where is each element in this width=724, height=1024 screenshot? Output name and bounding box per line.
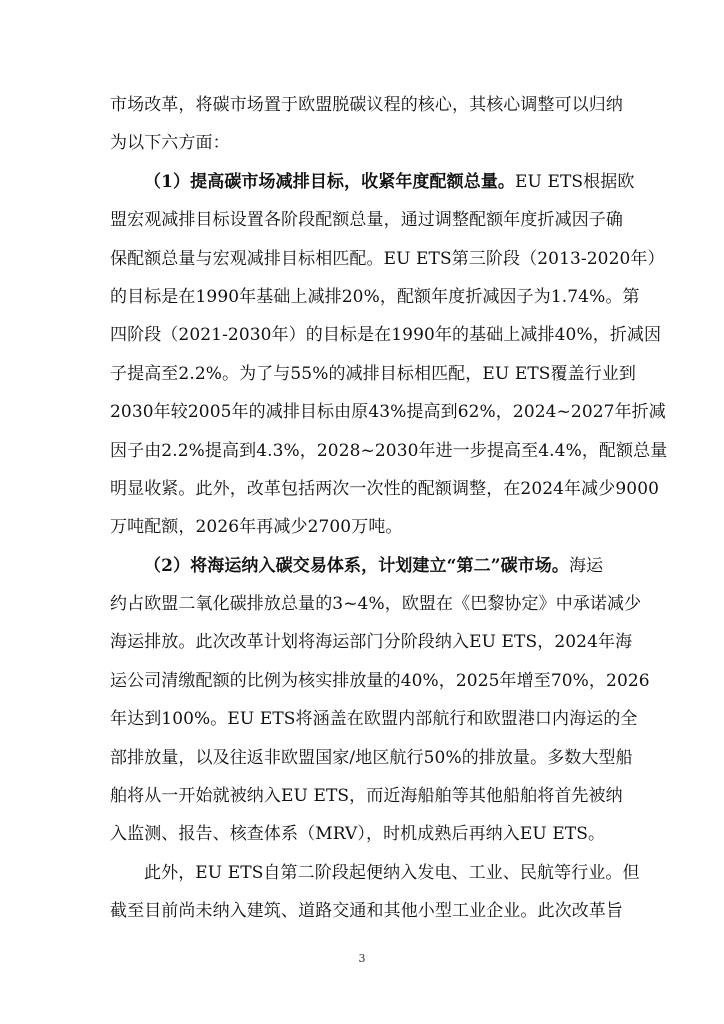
text-line: 舶将从一开始就被纳入EU ETS，而近海船舶等其他船舶将首先被纳 xyxy=(110,786,623,807)
text-line: 子提高至2.2%。为了与55%的减排目标相匹配，EU ETS覆盖行业到 xyxy=(110,363,637,384)
text-line: 盟宏观减排目标设置各阶段配额总量，通过调整配额年度折减因子确 xyxy=(110,210,623,231)
section-heading-line: （2）将海运纳入碳交易体系，计划建立“第二”碳市场。海运 xyxy=(144,555,604,576)
text-line: 此外，EU ETS自第二阶段起便纳入发电、工业、民航等行业。但 xyxy=(144,862,640,883)
text-line: 为以下六方面： xyxy=(110,133,230,154)
body-text xyxy=(110,86,668,931)
text-line: 海运排放。此次改革计划将海运部门分阶段纳入EU ETS，2024年海 xyxy=(110,632,633,653)
text-line: 四阶段（2021-2030年）的目标是在1990年的基础上减排40%，折减因 xyxy=(110,325,662,346)
text-line: 市场改革，将碳市场置于欧盟脱碳议程的核心，其核心调整可以归纳 xyxy=(110,95,623,115)
section-heading-line: （1）提高碳市场减排目标，收紧年度配额总量。EU ETS根据欧 xyxy=(144,171,635,192)
text-line: 约占欧盟二氧化碳排放总量的3~4%，欧盟在《巴黎协定》中承诺减少 xyxy=(110,594,642,615)
text-line: 万吨配额，2026年再减少2700万吨。 xyxy=(110,517,403,538)
text-line: 保配额总量与宏观减排目标相匹配。EU ETS第三阶段（2013-2020年） xyxy=(110,248,665,269)
text-line: 部排放量，以及往返非欧盟国家/地区航行50%的排放量。多数大型船 xyxy=(110,747,633,768)
text-line: 因子由2.2%提高到4.3%，2028~2030年进一步提高至4.4%，配额总量 xyxy=(110,440,668,461)
page-number: 3 xyxy=(358,952,366,965)
text-line: 运公司清缴配额的比例为核实排放量的40%，2025年增至70%，2026 xyxy=(110,670,650,691)
text-line: 明显收紧。此外，改革包括两次一次性的配额调整，在2024年减少9000 xyxy=(110,478,660,499)
text-line: 2030年较2005年的减排目标由原43%提高到62%，2024~2027年折减 xyxy=(110,402,666,423)
text-line: 入监测、报告、核查体系（MRV），时机成熟后再纳入EU ETS。 xyxy=(110,824,606,845)
text-line: 的目标是在1990年基础上减排20%，配额年度折减因子为1.74%。第 xyxy=(110,286,640,307)
section-1-heading: （1）提高碳市场减排目标，收紧年度配额总量。 xyxy=(144,171,516,192)
text-line: 截至目前尚未纳入建筑、道路交通和其他小型工业企业。此次改革旨 xyxy=(110,901,623,922)
section-2-heading: （2）将海运纳入碳交易体系，计划建立“第二”碳市场。 xyxy=(144,555,569,576)
text-line: 年达到100%。EU ETS将涵盖在欧盟内部航行和欧盟港口内海运的全 xyxy=(110,709,638,730)
